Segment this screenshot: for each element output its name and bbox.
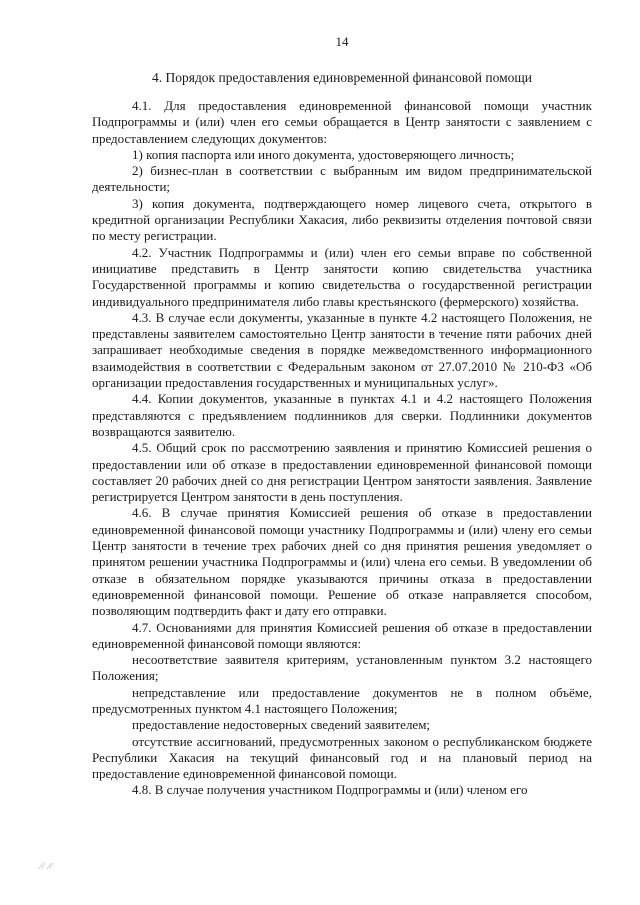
paragraph-4-2: 4.2. Участник Подпрограммы и (или) член его семьи вправе по собственной инициативе представить в Центр занятости копию свидетельства участника Государственной программы и копию свидетельства о государственной регистрации индивидуального предпринимателя либо главы крестьянского (фермерского) хозяйства. [92, 244, 592, 309]
refusal-reason-no-funds: отсутствие ассигнований, предусмотренных законом о республиканском бюджете Республики Хакасия на текущий финансовый год и на плановый период на предоставление единовременной финансовой помощи. [92, 733, 592, 782]
paragraph-4-1: 4.1. Для предоставления единовременной финансовой помощи участник Подпрограммы и (или) член его семьи обращается в Центр занятости с заявлением с предоставлением следующих документов: [92, 98, 592, 146]
section-title: 4. Порядок предоставления единовременной финансовой помощи [151, 70, 532, 85]
list-item-bank-account: 3) копия документа, подтверждающего номер лицевого счета, открытого в кредитной организации Республики Хакасия, либо реквизиты отделения почтовой связи по месту регистрации. [92, 195, 592, 244]
refusal-reason-false-info: предоставление недостоверных сведений заявителем; [132, 717, 431, 733]
list-item-business-plan: 2) бизнес-план в соответствии с выбранным им видом предпринимательской деятельности; [92, 163, 592, 195]
paragraph-4-6: 4.6. В случае принятия Комиссией решения об отказе в предоставлении единовременной финансовой помощи участнику Подпрограммы и (или) члену его семьи Центр занятости в течение трех рабочих дней со дня принятия решения уведомляет о принятом решении участника Подпрограммы и (или) члена его семьи. В уведомлении об отказе в обязательном порядке указываются причины отказа в предоставлении единовременной финансовой помощи. Решение об отказе направляется способом, позволяющим подтвердить факт и дату его отправки. [92, 505, 592, 619]
refusal-reason-criteria: несоответствие заявителя критериям, установленным пунктом 3.2 настоящего Положения; [92, 652, 592, 684]
paragraph-4-5: 4.5. Общий срок по рассмотрению заявления и принятию Комиссией решения о предоставлении или об отказе в предоставлении единовременной финансовой помощи составляет 20 рабочих дней со дня регистрации Центром занятости заявления. Заявление регистрируется Центром занятости в день поступления. [92, 440, 592, 505]
list-item-passport: 1) копия паспорта или иного документа, удостоверяющего личность; [132, 146, 515, 162]
paragraph-4-4: 4.4. Копии документов, указанные в пунктах 4.1 и 4.2 настоящего Положения представляются с предъявлением подлинников для сверки. Подлинники документов возвращаются заявителю. [92, 391, 592, 439]
paragraph-4-7: 4.7. Основаниями для принятия Комиссией решения об отказе в предоставлении единовременной финансовой помощи являются: [92, 619, 592, 651]
refusal-reason-documents: непредставление или предоставление документов не в полном объёме, предусмотренных пунктом 4.1 настоящего Положения; [92, 684, 592, 716]
paragraph-4-8: 4.8. В случае получения участником Подпрограммы и (или) членом его [132, 782, 528, 798]
body-text [92, 98, 592, 799]
footer-mark: ⁄⁄ ⁄⁄ [40, 862, 53, 871]
document-page [92, 0, 592, 905]
paragraph-4-3: 4.3. В случае если документы, указанные в пункте 4.2 настоящего Положения, не представлены заявителем самостоятельно Центр занятости в течение пяти рабочих дней запрашивает необходимые сведения в порядке межведомственного информационного взаимодействия в соответствии с Федеральным законом от 27.07.2010 № 210-ФЗ «Об организации предоставления государственных и муниципальных услуг». [92, 309, 592, 391]
page-number: 14 [335, 34, 349, 49]
